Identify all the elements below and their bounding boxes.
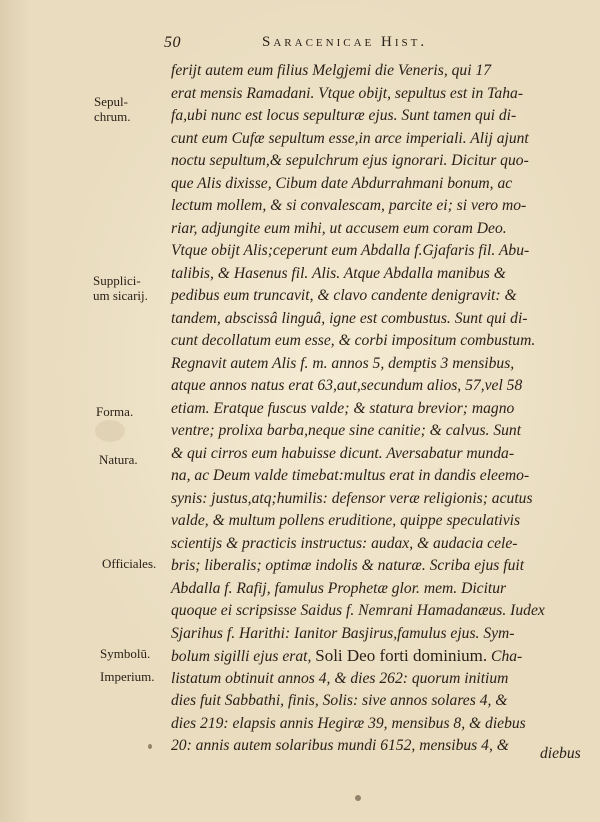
page-header xyxy=(164,34,524,56)
text-line: riar, adjungite eum mihi, ut accusem eum coram Deo. xyxy=(171,219,507,237)
text-line: noctu sepultum,& sepulchrum ejus ignorari. Dicitur quo- xyxy=(171,152,529,169)
margin-note-line: chrum. xyxy=(94,109,131,124)
margin-note-sepulchrum xyxy=(94,94,130,124)
margin-note-symbolum xyxy=(100,646,150,661)
text-line: 20: annis autem solaribus mundi 6152, mensibus 4, & xyxy=(171,737,509,754)
text-line: erat mensis Ramadani. Vtque obijt, sepultus est in Taha- xyxy=(171,84,524,102)
text-line: listatum obtinuit annos 4, & dies 262: quorum initium xyxy=(171,669,509,687)
margin-note-line: Supplici- xyxy=(93,273,141,288)
catchword: diebus xyxy=(540,745,581,762)
text-line: Vtque obijt Alis;ceperunt eum Abdalla f.Gjafaris fil. Abu- xyxy=(171,242,530,259)
text-line: que Alis dixisse, Cibum date Abdurrahmani bonum, ac xyxy=(171,174,513,192)
margin-note-line: Forma. xyxy=(96,404,134,419)
running-title: Saracenicae Hist. xyxy=(262,34,428,50)
symbol-inscription: Soli Deo forti dominium. xyxy=(315,646,488,665)
ink-speck xyxy=(355,795,361,801)
text-line: fa,ubi nunc est locus sepulturæ ejus. Sunt tamen qui di- xyxy=(171,107,517,124)
text-line: Sjarihus f. Harithi: Ianitor Basjirus,famulus ejus. Sym- xyxy=(171,624,515,642)
margin-note-officiales xyxy=(102,556,156,571)
text-line: na, ac Deum valde timebat:multus erat in dandis eleemo- xyxy=(171,467,530,484)
margin-note-line: Imperium. xyxy=(100,669,155,684)
text-line: ventre; prolixa barba,neque sine canitie; & calvus. Sunt xyxy=(171,422,522,439)
margin-note-line: Officiales. xyxy=(102,556,157,571)
margin-note-line: um sicarij. xyxy=(93,288,148,303)
text-line: Regnavit autem Alis f. m. annos 5, demptis 3 mensibus, xyxy=(171,354,515,372)
text-line: atque annos natus erat 63,aut,secundum alios, 57,vel 58 xyxy=(171,377,523,394)
margin-notes xyxy=(0,0,170,822)
main-text xyxy=(171,60,591,758)
text-line: Abdalla f. Rafij, famulus Prophetæ glor. mem. Dicitur xyxy=(171,579,507,597)
text-line: bris; liberalis; optimæ indolis & naturæ. Scriba ejus fuit xyxy=(171,557,525,574)
margin-note-line: Natura. xyxy=(99,452,138,467)
text-line: scientijs & practicis instructus: audax, & audacia cele- xyxy=(171,534,518,552)
text-line: lectum mollem, & si convalescam, parcite ei; si vero mo- xyxy=(171,197,527,214)
text-fragment: bolum sigilli ejus erat, xyxy=(171,648,312,665)
text-line-symbol xyxy=(171,645,591,668)
margin-note-natura xyxy=(99,452,138,467)
margin-note-imperium xyxy=(100,669,155,684)
text-line: ferijt autem eum filius Melgjemi die Veneris, qui 17 xyxy=(171,62,492,79)
text-line: dies fuit Sabbathi, finis, Solis: sive annos solares 4, & xyxy=(171,692,508,709)
text-fragment: Cha- xyxy=(491,648,523,665)
text-line: quoque ei scripsisse Saidus f. Nemrani Hamadanæus. Iudex xyxy=(171,602,545,619)
margin-note-line: Symbolū. xyxy=(100,646,151,661)
text-line: synis: justus,atq;humilis: defensor veræ religionis; acutus xyxy=(171,489,533,507)
margin-note-supplicium xyxy=(93,273,148,303)
text-line: valde, & multum pollens eruditione, quippe speculativis xyxy=(171,512,521,529)
text-line: dies 219: elapsis annis Hegiræ 39, mensibus 8, & diebus xyxy=(171,714,526,732)
margin-note-line: Sepul- xyxy=(94,94,128,109)
text-line: cunt decollatum eum esse, & corbi impositum combustum. xyxy=(171,332,536,349)
text-line: talibis, & Hasenus fil. Alis. Atque Abdalla manibus & xyxy=(171,264,506,282)
margin-note-forma xyxy=(96,404,133,419)
text-line: & qui cirros eum habuisse dicunt. Aversabatur mundа- xyxy=(171,444,515,462)
text-line: pedibus eum truncavit, & clavo candente denigravit: & xyxy=(171,287,517,304)
text-line: etiam. Eratque fuscus valde; & statura brevior; magno xyxy=(171,399,515,417)
page-number: 50 xyxy=(164,34,181,51)
text-line: cunt eum Cufæ sepultum esse,in arce imperiali. Alij ajunt xyxy=(171,129,529,147)
text-line: tandem, abscissâ linguâ, igne est combustus. Sunt qui di- xyxy=(171,309,528,327)
